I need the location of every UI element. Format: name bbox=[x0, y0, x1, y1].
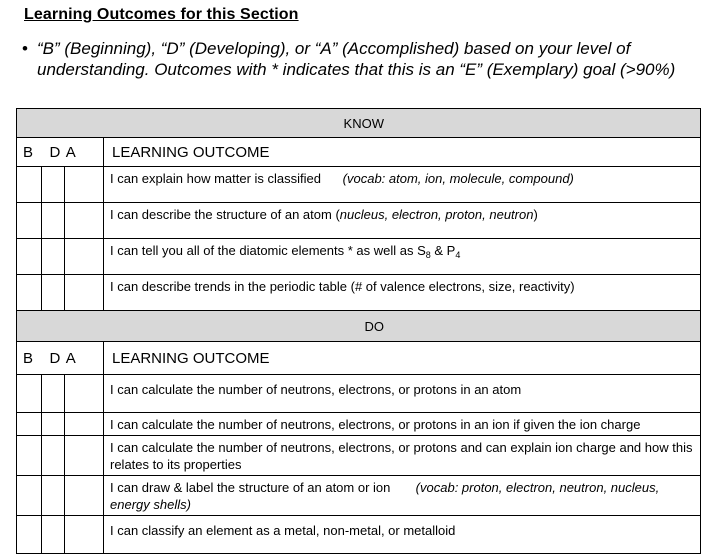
do-band-row bbox=[17, 311, 701, 342]
know-row-1 bbox=[17, 167, 701, 203]
know-row-3-text: I can tell you all of the diatomic elements * as well as S bbox=[110, 243, 426, 258]
know-row-1-vocab: (vocab: atom, ion, molecule, compound) bbox=[342, 171, 574, 186]
do-row-1-b-box[interactable] bbox=[17, 375, 42, 413]
do-row-3 bbox=[17, 436, 701, 476]
know-col-da: D A bbox=[49, 143, 77, 161]
know-row-3 bbox=[17, 239, 701, 275]
know-row-2-text: I can describe the structure of an atom ( bbox=[110, 207, 340, 222]
know-row-4-a-box[interactable] bbox=[65, 275, 104, 311]
know-row-1-a-box[interactable] bbox=[65, 167, 104, 203]
know-row-3-a-box[interactable] bbox=[65, 239, 104, 275]
know-row-2-vocab: nucleus, electron, proton, neutron bbox=[339, 207, 534, 222]
bullet-icon: • bbox=[22, 39, 28, 58]
know-row-1-outcome bbox=[104, 167, 701, 203]
do-row-4-outcome bbox=[104, 476, 701, 516]
do-row-4-d-box[interactable] bbox=[42, 476, 65, 516]
do-row-1 bbox=[17, 375, 701, 413]
section-title: Learning Outcomes for this Section bbox=[24, 6, 299, 23]
know-row-2-a-box[interactable] bbox=[65, 203, 104, 239]
do-col-b: B bbox=[23, 349, 35, 367]
do-row-3-a-box[interactable] bbox=[65, 436, 104, 476]
know-row-2-close: ) bbox=[533, 207, 538, 222]
know-row-4-outcome: I can describe trends in the periodic table (# of valence electrons, size, reactivity) bbox=[104, 275, 701, 311]
do-row-1-a-box[interactable] bbox=[65, 375, 104, 413]
do-header-row bbox=[17, 342, 701, 375]
know-row-2 bbox=[17, 203, 701, 239]
do-outcome-header: LEARNING OUTCOME bbox=[104, 342, 701, 375]
know-row-2-outcome bbox=[104, 203, 701, 239]
know-row-3-sub-4: 4 bbox=[455, 250, 461, 260]
do-row-3-b-box[interactable] bbox=[17, 436, 42, 476]
know-heading: KNOW bbox=[17, 109, 701, 138]
do-row-1-d-box[interactable] bbox=[42, 375, 65, 413]
know-row-1-b-box[interactable] bbox=[17, 167, 42, 203]
do-row-4-text: I can draw & label the structure of an atom or ion bbox=[110, 480, 391, 495]
know-bda-header bbox=[17, 138, 104, 167]
know-header-row bbox=[17, 138, 701, 167]
know-row-4-d-box[interactable] bbox=[42, 275, 65, 311]
know-row-4-b-box[interactable] bbox=[17, 275, 42, 311]
know-row-3-mid: & P bbox=[430, 243, 456, 258]
do-row-2-outcome: I can calculate the number of neutrons, electrons, or protons in an ion if given the ion charge bbox=[104, 413, 701, 436]
do-row-5-outcome: I can classify an element as a metal, non-metal, or metalloid bbox=[104, 516, 701, 554]
know-row-2-b-box[interactable] bbox=[17, 203, 42, 239]
know-outcome-header: LEARNING OUTCOME bbox=[104, 138, 701, 167]
do-row-5 bbox=[17, 516, 701, 554]
intro-bullet-paragraph bbox=[22, 38, 702, 80]
do-row-2-d-box[interactable] bbox=[42, 413, 65, 436]
do-row-2-a-box[interactable] bbox=[65, 413, 104, 436]
do-row-4-a-box[interactable] bbox=[65, 476, 104, 516]
do-row-4-b-box[interactable] bbox=[17, 476, 42, 516]
know-row-4 bbox=[17, 275, 701, 311]
intro-text: “B” (Beginning), “D” (Developing), or “A” (Accomplished) based on your level of understanding. Outcomes with * indicates that this is an “E” (Exemplary) goal (>90%) bbox=[37, 39, 676, 79]
know-band-row bbox=[17, 109, 701, 138]
do-heading: DO bbox=[17, 311, 701, 342]
do-row-2 bbox=[17, 413, 701, 436]
do-row-3-d-box[interactable] bbox=[42, 436, 65, 476]
do-row-5-a-box[interactable] bbox=[65, 516, 104, 554]
know-col-b: B bbox=[23, 143, 35, 161]
do-bda-header bbox=[17, 342, 104, 375]
do-row-1-outcome: I can calculate the number of neutrons, electrons, or protons in an atom bbox=[104, 375, 701, 413]
do-col-da: D A bbox=[49, 349, 77, 367]
do-row-5-d-box[interactable] bbox=[42, 516, 65, 554]
do-row-2-b-box[interactable] bbox=[17, 413, 42, 436]
know-row-3-sub-8: 8 bbox=[425, 250, 431, 260]
know-row-3-b-box[interactable] bbox=[17, 239, 42, 275]
know-row-3-d-box[interactable] bbox=[42, 239, 65, 275]
know-row-1-text: I can explain how matter is classified bbox=[110, 171, 321, 186]
know-row-1-d-box[interactable] bbox=[42, 167, 65, 203]
know-row-3-outcome bbox=[104, 239, 701, 275]
know-row-2-d-box[interactable] bbox=[42, 203, 65, 239]
do-row-4 bbox=[17, 476, 701, 516]
do-row-4-vocab: (vocab: proton, electron, neutron, nucleus, energy shells) bbox=[110, 480, 660, 512]
outcomes-table bbox=[16, 108, 701, 554]
do-row-3-outcome: I can calculate the number of neutrons, electrons, or protons and can explain ion charge and how this relates to its properties bbox=[104, 436, 701, 476]
do-row-5-b-box[interactable] bbox=[17, 516, 42, 554]
